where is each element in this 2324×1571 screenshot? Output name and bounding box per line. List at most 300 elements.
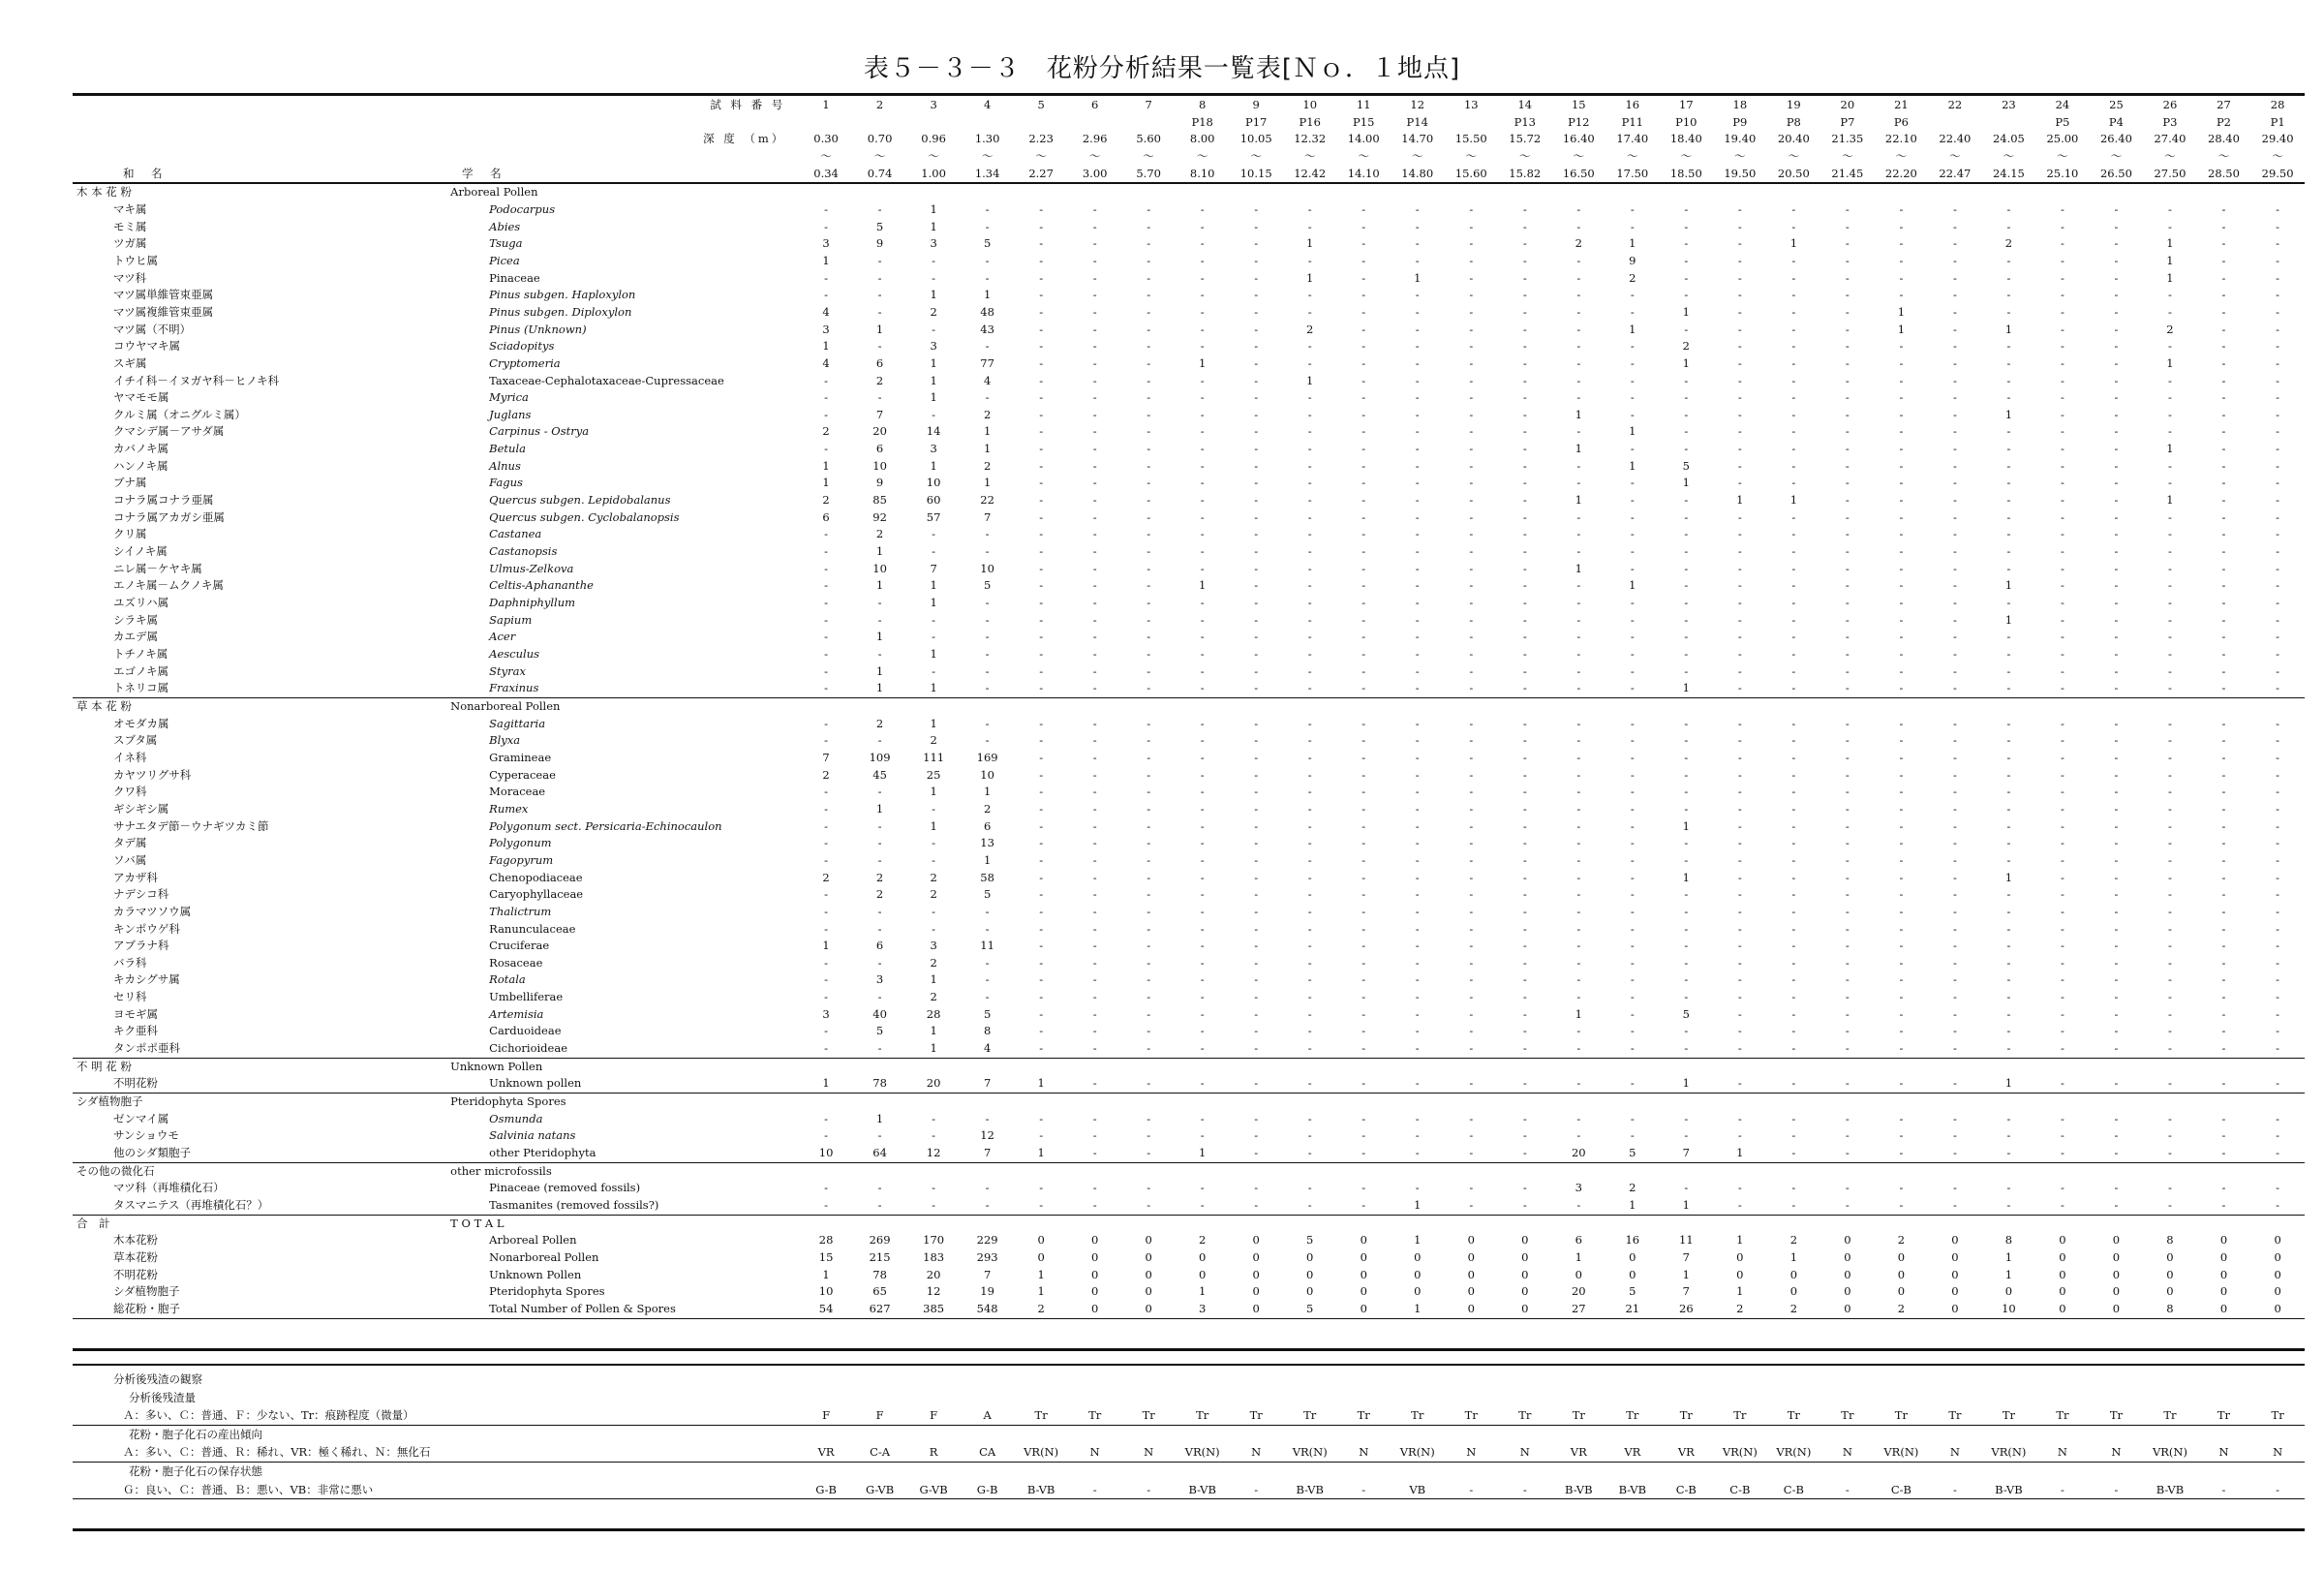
count-cell: - <box>2276 509 2280 524</box>
count-cell <box>1391 697 1445 715</box>
count-cell: - <box>1415 801 1420 816</box>
count-cell: - <box>1361 921 1366 936</box>
count-cell: - <box>877 304 882 319</box>
observation-cell <box>1176 1425 1230 1443</box>
observation-cell: Tr <box>1121 1406 1176 1425</box>
count-cell: - <box>932 322 936 336</box>
count-cell: - <box>1684 647 1689 661</box>
count-cell: 1 <box>930 716 937 730</box>
count-cell: - <box>1845 288 1850 302</box>
count-cell: - <box>1630 852 1635 867</box>
count-cell: - <box>1092 509 1097 524</box>
observation-cell <box>1767 1425 1821 1443</box>
count-cell: - <box>1092 578 1097 593</box>
count-cell <box>1498 1058 1552 1075</box>
count-cell: - <box>1522 390 1527 405</box>
count-cell: - <box>1522 339 1527 354</box>
taxon-name-jp: マキ属 <box>113 201 147 216</box>
count-cell: - <box>1576 527 1581 541</box>
count-cell: - <box>1147 288 1151 302</box>
count-cell: - <box>1039 630 1044 644</box>
category-name-jp: 草 本 花 粉 <box>76 698 132 713</box>
count-cell: - <box>2114 733 2119 748</box>
count-cell: - <box>1039 921 1044 936</box>
count-cell: - <box>2060 939 2064 953</box>
count-cell: - <box>1121 1040 1176 1058</box>
taxon-row <box>73 612 2305 630</box>
count-cell: - <box>1952 733 1957 748</box>
count-cell: - <box>1039 253 1044 267</box>
taxon-name-jp: 総花粉・胞子 <box>73 1301 450 1318</box>
count-cell <box>1875 183 1929 201</box>
count-cell: - <box>2006 493 2011 508</box>
count-cell: - <box>1283 1075 1337 1093</box>
count-cell: - <box>1254 663 1259 678</box>
count-cell: 5 <box>875 1024 884 1038</box>
count-cell: - <box>2035 1040 2090 1058</box>
count-cell: - <box>1307 578 1312 593</box>
count-cell: - <box>1899 407 1904 421</box>
count-cell: - <box>1630 836 1635 850</box>
observation-cell <box>1014 1425 1068 1443</box>
depth-bottom-row-cell: 18.50 <box>1660 166 1714 184</box>
count-cell: - <box>1522 955 1527 970</box>
count-cell: - <box>2221 596 2226 610</box>
count-cell: 7 <box>961 1145 1015 1162</box>
depth-bottom-row-cell: 17.50 <box>1605 166 1660 184</box>
count-cell: - <box>1147 390 1151 405</box>
count-cell: - <box>1684 955 1689 970</box>
observation-cell: Tr <box>1552 1406 1606 1425</box>
taxon-scientific-name: Ranunculaceae <box>489 921 576 936</box>
count-cell: - <box>1791 1181 1796 1195</box>
observation-cell <box>1283 1371 1337 1389</box>
count-cell: - <box>1737 647 1742 661</box>
count-cell: 64 <box>853 1145 907 1162</box>
count-cell: - <box>1200 630 1205 644</box>
count-cell: 229 <box>976 1233 998 1248</box>
count-cell: 19 <box>980 1284 994 1299</box>
count-cell: 8 <box>2004 1233 2013 1248</box>
count-cell: - <box>1445 1040 1499 1058</box>
count-cell: - <box>1767 1075 1821 1093</box>
count-cell: - <box>1469 527 1474 541</box>
observation-cell <box>853 1462 907 1480</box>
observation-cell: F <box>853 1406 907 1425</box>
count-cell: - <box>1630 1006 1635 1021</box>
count-cell: - <box>1498 680 1552 697</box>
count-cell: - <box>2060 990 2064 1004</box>
count-cell: - <box>1415 304 1420 319</box>
depth-bottom-row-cell: 0.34 <box>799 166 853 184</box>
count-cell: - <box>2276 663 2280 678</box>
count-cell <box>1820 1058 1875 1075</box>
taxon-name-jp: マツ属複維管束亜属 <box>113 304 214 319</box>
count-cell: - <box>985 253 990 267</box>
taxon-scientific-name: Styrax <box>489 663 526 678</box>
count-cell: 4 <box>822 355 830 370</box>
count-cell: 111 <box>923 750 945 764</box>
count-cell: - <box>1875 680 1929 697</box>
observation-cell: N <box>1820 1443 1875 1462</box>
count-cell: - <box>1630 801 1635 816</box>
count-cell: 0 <box>2219 1284 2228 1299</box>
count-cell: - <box>2276 253 2280 267</box>
count-cell: - <box>1899 972 1904 987</box>
count-cell: - <box>1200 887 1205 902</box>
observation-cell <box>1283 1462 1337 1480</box>
count-cell: - <box>1147 304 1151 319</box>
count-cell: 3 <box>822 1006 830 1021</box>
count-cell: - <box>1147 1128 1151 1143</box>
count-cell <box>2143 1094 2197 1111</box>
count-cell: - <box>1391 680 1445 697</box>
taxon-row <box>73 1023 2305 1040</box>
count-cell: - <box>985 270 990 285</box>
observation-cell: Tr <box>2090 1406 2144 1425</box>
count-cell: - <box>824 733 829 748</box>
p-code-row-cell: P3 <box>2162 114 2178 129</box>
count-cell <box>2197 697 2251 715</box>
count-cell: - <box>1361 990 1366 1004</box>
count-cell: 0 <box>1037 1249 1045 1264</box>
count-cell: 0 <box>1736 1267 1744 1281</box>
count-cell: - <box>1254 716 1259 730</box>
count-cell: - <box>1845 801 1850 816</box>
count-cell: - <box>1469 476 1474 490</box>
count-cell: - <box>824 836 829 850</box>
count-cell: - <box>1307 424 1312 439</box>
taxon-name-jp: セリ科 <box>113 990 147 1004</box>
observation-cell <box>906 1462 961 1480</box>
count-cell: 1 <box>1629 578 1636 593</box>
count-cell: - <box>1254 288 1259 302</box>
count-cell: - <box>1200 442 1205 456</box>
count-cell: - <box>1176 1040 1230 1058</box>
count-cell: - <box>2006 630 2011 644</box>
count-cell <box>1820 1162 1875 1180</box>
observation-cell <box>1820 1371 1875 1389</box>
count-cell: - <box>1361 424 1366 439</box>
count-cell: 1 <box>1306 236 1314 251</box>
taxon-row <box>73 1040 2305 1058</box>
count-cell: 0 <box>2059 1233 2066 1248</box>
count-cell: - <box>1820 1040 1875 1058</box>
count-cell: - <box>1361 1024 1366 1038</box>
count-cell: 0 <box>1090 1267 1099 1281</box>
count-cell: - <box>2168 852 2172 867</box>
count-cell: - <box>2090 680 2144 697</box>
count-cell: - <box>824 972 829 987</box>
count-cell: - <box>1899 921 1904 936</box>
count-cell: 1 <box>1629 458 1636 473</box>
count-cell: 2 <box>875 527 884 541</box>
count-cell: - <box>1845 339 1850 354</box>
count-cell: - <box>1845 887 1850 902</box>
count-cell: 0 <box>1629 1249 1636 1264</box>
count-cell: - <box>1899 939 1904 953</box>
count-cell: 2 <box>822 870 830 884</box>
count-cell: - <box>1899 716 1904 730</box>
count-cell: - <box>2006 219 2011 233</box>
count-cell <box>1121 1058 1176 1075</box>
count-cell: - <box>1415 219 1420 233</box>
observation-bottom-rule <box>73 1528 2305 1531</box>
count-cell: - <box>1522 647 1527 661</box>
count-cell: 1 <box>930 288 937 302</box>
count-cell: - <box>1498 1075 1552 1093</box>
observation-cell <box>1713 1425 1767 1443</box>
depth-bottom-row-cell: 25.10 <box>2035 166 2090 184</box>
count-cell: - <box>1630 339 1635 354</box>
count-cell: - <box>1737 442 1742 456</box>
count-cell: - <box>2060 818 2064 833</box>
count-cell: - <box>1684 544 1689 559</box>
count-cell: - <box>2060 663 2064 678</box>
count-cell: - <box>1791 476 1796 490</box>
count-cell: - <box>1415 544 1420 559</box>
count-cell <box>799 183 853 201</box>
count-cell: - <box>1039 1181 1044 1195</box>
count-cell: - <box>1147 1006 1151 1021</box>
count-cell: - <box>1899 527 1904 541</box>
count-cell: - <box>1415 630 1420 644</box>
count-cell: - <box>824 1181 829 1195</box>
count-cell: - <box>1445 680 1499 697</box>
sample-number-row-cell: 7 <box>1145 98 1152 111</box>
count-cell: - <box>1200 1006 1205 1021</box>
count-cell: - <box>2276 424 2280 439</box>
count-cell: - <box>1845 424 1850 439</box>
count-cell: - <box>1630 544 1635 559</box>
count-cell: - <box>1522 612 1527 627</box>
count-cell: - <box>824 1128 829 1143</box>
count-cell: 0 <box>1336 1301 1391 1318</box>
taxon-row <box>73 595 2305 612</box>
count-cell: - <box>1147 921 1151 936</box>
count-cell: - <box>2276 1111 2280 1125</box>
count-cell: - <box>1576 836 1581 850</box>
count-cell: - <box>1254 750 1259 764</box>
count-cell <box>2143 183 2197 201</box>
count-cell <box>1068 697 1122 715</box>
count-cell: - <box>932 904 936 918</box>
category-name-en: Nonarboreal Pollen <box>450 698 561 713</box>
taxon-scientific-name: Pinaceae <box>489 270 540 285</box>
count-cell: - <box>985 630 990 644</box>
count-cell: - <box>1068 1197 1122 1215</box>
p-code-row-cell: P16 <box>1299 114 1321 129</box>
count-cell: 2 <box>1713 1301 1767 1318</box>
observation-cell <box>1498 1389 1552 1407</box>
count-cell: - <box>1845 852 1850 867</box>
count-cell: - <box>1039 322 1044 336</box>
taxon-name-jp: ブナ属 <box>113 476 147 490</box>
taxon-row <box>73 287 2305 304</box>
count-cell: - <box>1952 201 1957 216</box>
observation-cell <box>1121 1371 1176 1389</box>
observation-cell <box>1014 1389 1068 1407</box>
count-cell: 1 <box>2166 493 2174 508</box>
count-cell <box>1068 1094 1122 1111</box>
count-cell: - <box>1576 544 1581 559</box>
count-cell: 3 <box>930 339 937 354</box>
count-cell: - <box>1684 1128 1689 1143</box>
taxon-row <box>73 1075 2305 1093</box>
count-cell: - <box>1039 663 1044 678</box>
count-cell: 1 <box>1199 355 1207 370</box>
taxon-scientific-name: Polygonum sect. Persicaria-Echinocaulon <box>489 818 722 833</box>
count-cell: 1 <box>2166 236 2174 251</box>
count-cell: - <box>1254 322 1259 336</box>
count-cell: - <box>1576 1024 1581 1038</box>
count-cell: - <box>1845 1024 1850 1038</box>
count-cell: - <box>1522 818 1527 833</box>
count-cell: - <box>1200 544 1205 559</box>
count-cell: - <box>1147 630 1151 644</box>
count-cell: - <box>1200 288 1205 302</box>
observation-cell <box>2197 1389 2251 1407</box>
count-cell: - <box>1200 407 1205 421</box>
depth-bottom-row-cell: 3.00 <box>1068 166 1122 184</box>
count-cell: 3 <box>822 322 830 336</box>
count-cell: 0 <box>1252 1249 1260 1264</box>
count-cell: - <box>2221 939 2226 953</box>
count-cell: - <box>1039 733 1044 748</box>
count-cell: - <box>1254 458 1259 473</box>
count-cell: - <box>2250 1075 2305 1093</box>
count-cell: - <box>1415 972 1420 987</box>
count-cell: - <box>1361 355 1366 370</box>
count-cell: - <box>1791 716 1796 730</box>
count-cell <box>906 1162 961 1180</box>
count-cell: - <box>1684 612 1689 627</box>
count-cell: - <box>1200 476 1205 490</box>
count-cell: 78 <box>853 1075 907 1093</box>
depth-top-row-cell: 8.00 <box>1189 132 1215 146</box>
count-cell: - <box>1899 1181 1904 1195</box>
depth-bottom-row-cell: 1.34 <box>961 166 1015 184</box>
count-cell: 2 <box>930 733 937 748</box>
taxon-scientific-name: Fagopyrum <box>489 852 554 867</box>
taxon-name-jp: モミ属 <box>113 219 147 233</box>
count-cell: - <box>2221 544 2226 559</box>
count-cell: - <box>1952 870 1957 884</box>
p-code-row-cell: P13 <box>1514 114 1536 129</box>
count-cell: - <box>1522 219 1527 233</box>
count-cell: - <box>1361 630 1366 644</box>
count-cell <box>1660 1215 1714 1232</box>
count-cell: - <box>1200 955 1205 970</box>
count-cell: 10 <box>980 561 994 575</box>
count-cell: - <box>1391 1145 1445 1162</box>
count-cell: - <box>1845 939 1850 953</box>
count-cell: - <box>1147 852 1151 867</box>
observation-cell <box>2035 1462 2090 1480</box>
count-cell: - <box>1845 322 1850 336</box>
count-cell: - <box>1522 972 1527 987</box>
count-cell: - <box>2276 407 2280 421</box>
count-cell: - <box>985 955 990 970</box>
count-cell: 1 <box>822 1267 830 1281</box>
taxon-scientific-name: Rumex <box>489 801 529 816</box>
count-cell: - <box>1737 476 1742 490</box>
taxon-name-jp: クリ属 <box>113 527 147 541</box>
count-cell: - <box>1361 767 1366 782</box>
count-cell <box>1014 697 1068 715</box>
count-cell: - <box>1684 733 1689 748</box>
count-cell: - <box>2276 733 2280 748</box>
count-cell: - <box>1576 304 1581 319</box>
count-cell: - <box>1200 990 1205 1004</box>
count-cell: - <box>1147 596 1151 610</box>
observation-cell: Tr <box>1713 1406 1767 1425</box>
observation-cell <box>961 1371 1015 1389</box>
count-cell: - <box>1415 1111 1420 1125</box>
count-cell: - <box>1307 733 1312 748</box>
count-cell: - <box>1845 373 1850 387</box>
count-cell: - <box>2114 493 2119 508</box>
count-cell: - <box>2168 612 2172 627</box>
count-cell <box>1014 1094 1068 1111</box>
count-cell: 1 <box>1713 1145 1767 1162</box>
observation-cell: N <box>1068 1443 1122 1462</box>
count-cell: - <box>877 904 882 918</box>
depth-bottom-row-cell: 22.20 <box>1875 166 1929 184</box>
count-cell: - <box>1415 1006 1420 1021</box>
count-cell: - <box>1737 1128 1742 1143</box>
count-cell: - <box>824 596 829 610</box>
count-cell: - <box>1630 407 1635 421</box>
count-cell: - <box>2006 716 2011 730</box>
count-cell: - <box>2143 1145 2197 1162</box>
count-cell: - <box>1899 904 1904 918</box>
count-cell: - <box>1767 1197 1821 1215</box>
count-cell: - <box>1522 836 1527 850</box>
count-cell: - <box>1254 304 1259 319</box>
count-cell: - <box>2006 442 2011 456</box>
count-cell: 5 <box>1682 1006 1690 1021</box>
taxon-row <box>73 938 2305 955</box>
taxon-scientific-name: Unknown Pollen <box>489 1267 582 1281</box>
count-cell: - <box>1845 219 1850 233</box>
count-cell: - <box>2006 561 2011 575</box>
taxon-name-jp: イチイ科－イヌガヤ科－ヒノキ科 <box>113 373 280 387</box>
count-cell: - <box>1522 458 1527 473</box>
count-cell: - <box>1415 887 1420 902</box>
taxon-row <box>73 235 2305 253</box>
count-cell: - <box>1845 527 1850 541</box>
taxon-name-jp: 他のシダ類胞子 <box>73 1145 450 1162</box>
count-cell: - <box>2221 304 2226 319</box>
depth-tilde-row-cell: ～ <box>1143 148 1154 163</box>
depth-bottom-row-cell: 16.50 <box>1552 166 1606 184</box>
count-cell: 1 <box>1660 1197 1714 1215</box>
taxon-name-jp: ツガ属 <box>113 236 147 251</box>
count-cell: - <box>1254 544 1259 559</box>
observation-cell: - <box>2250 1481 2305 1499</box>
count-cell: - <box>1092 219 1097 233</box>
count-cell: 1 <box>930 390 937 405</box>
count-cell: - <box>1445 1075 1499 1093</box>
count-cell: - <box>1361 493 1366 508</box>
count-cell: - <box>1092 921 1097 936</box>
observation-cell <box>961 1389 1015 1407</box>
count-cell: - <box>1982 1145 2036 1162</box>
count-cell: - <box>1121 1075 1176 1093</box>
observation-cell: - <box>1820 1481 1875 1499</box>
sample-number-row-cell: 21 <box>1894 98 1909 111</box>
